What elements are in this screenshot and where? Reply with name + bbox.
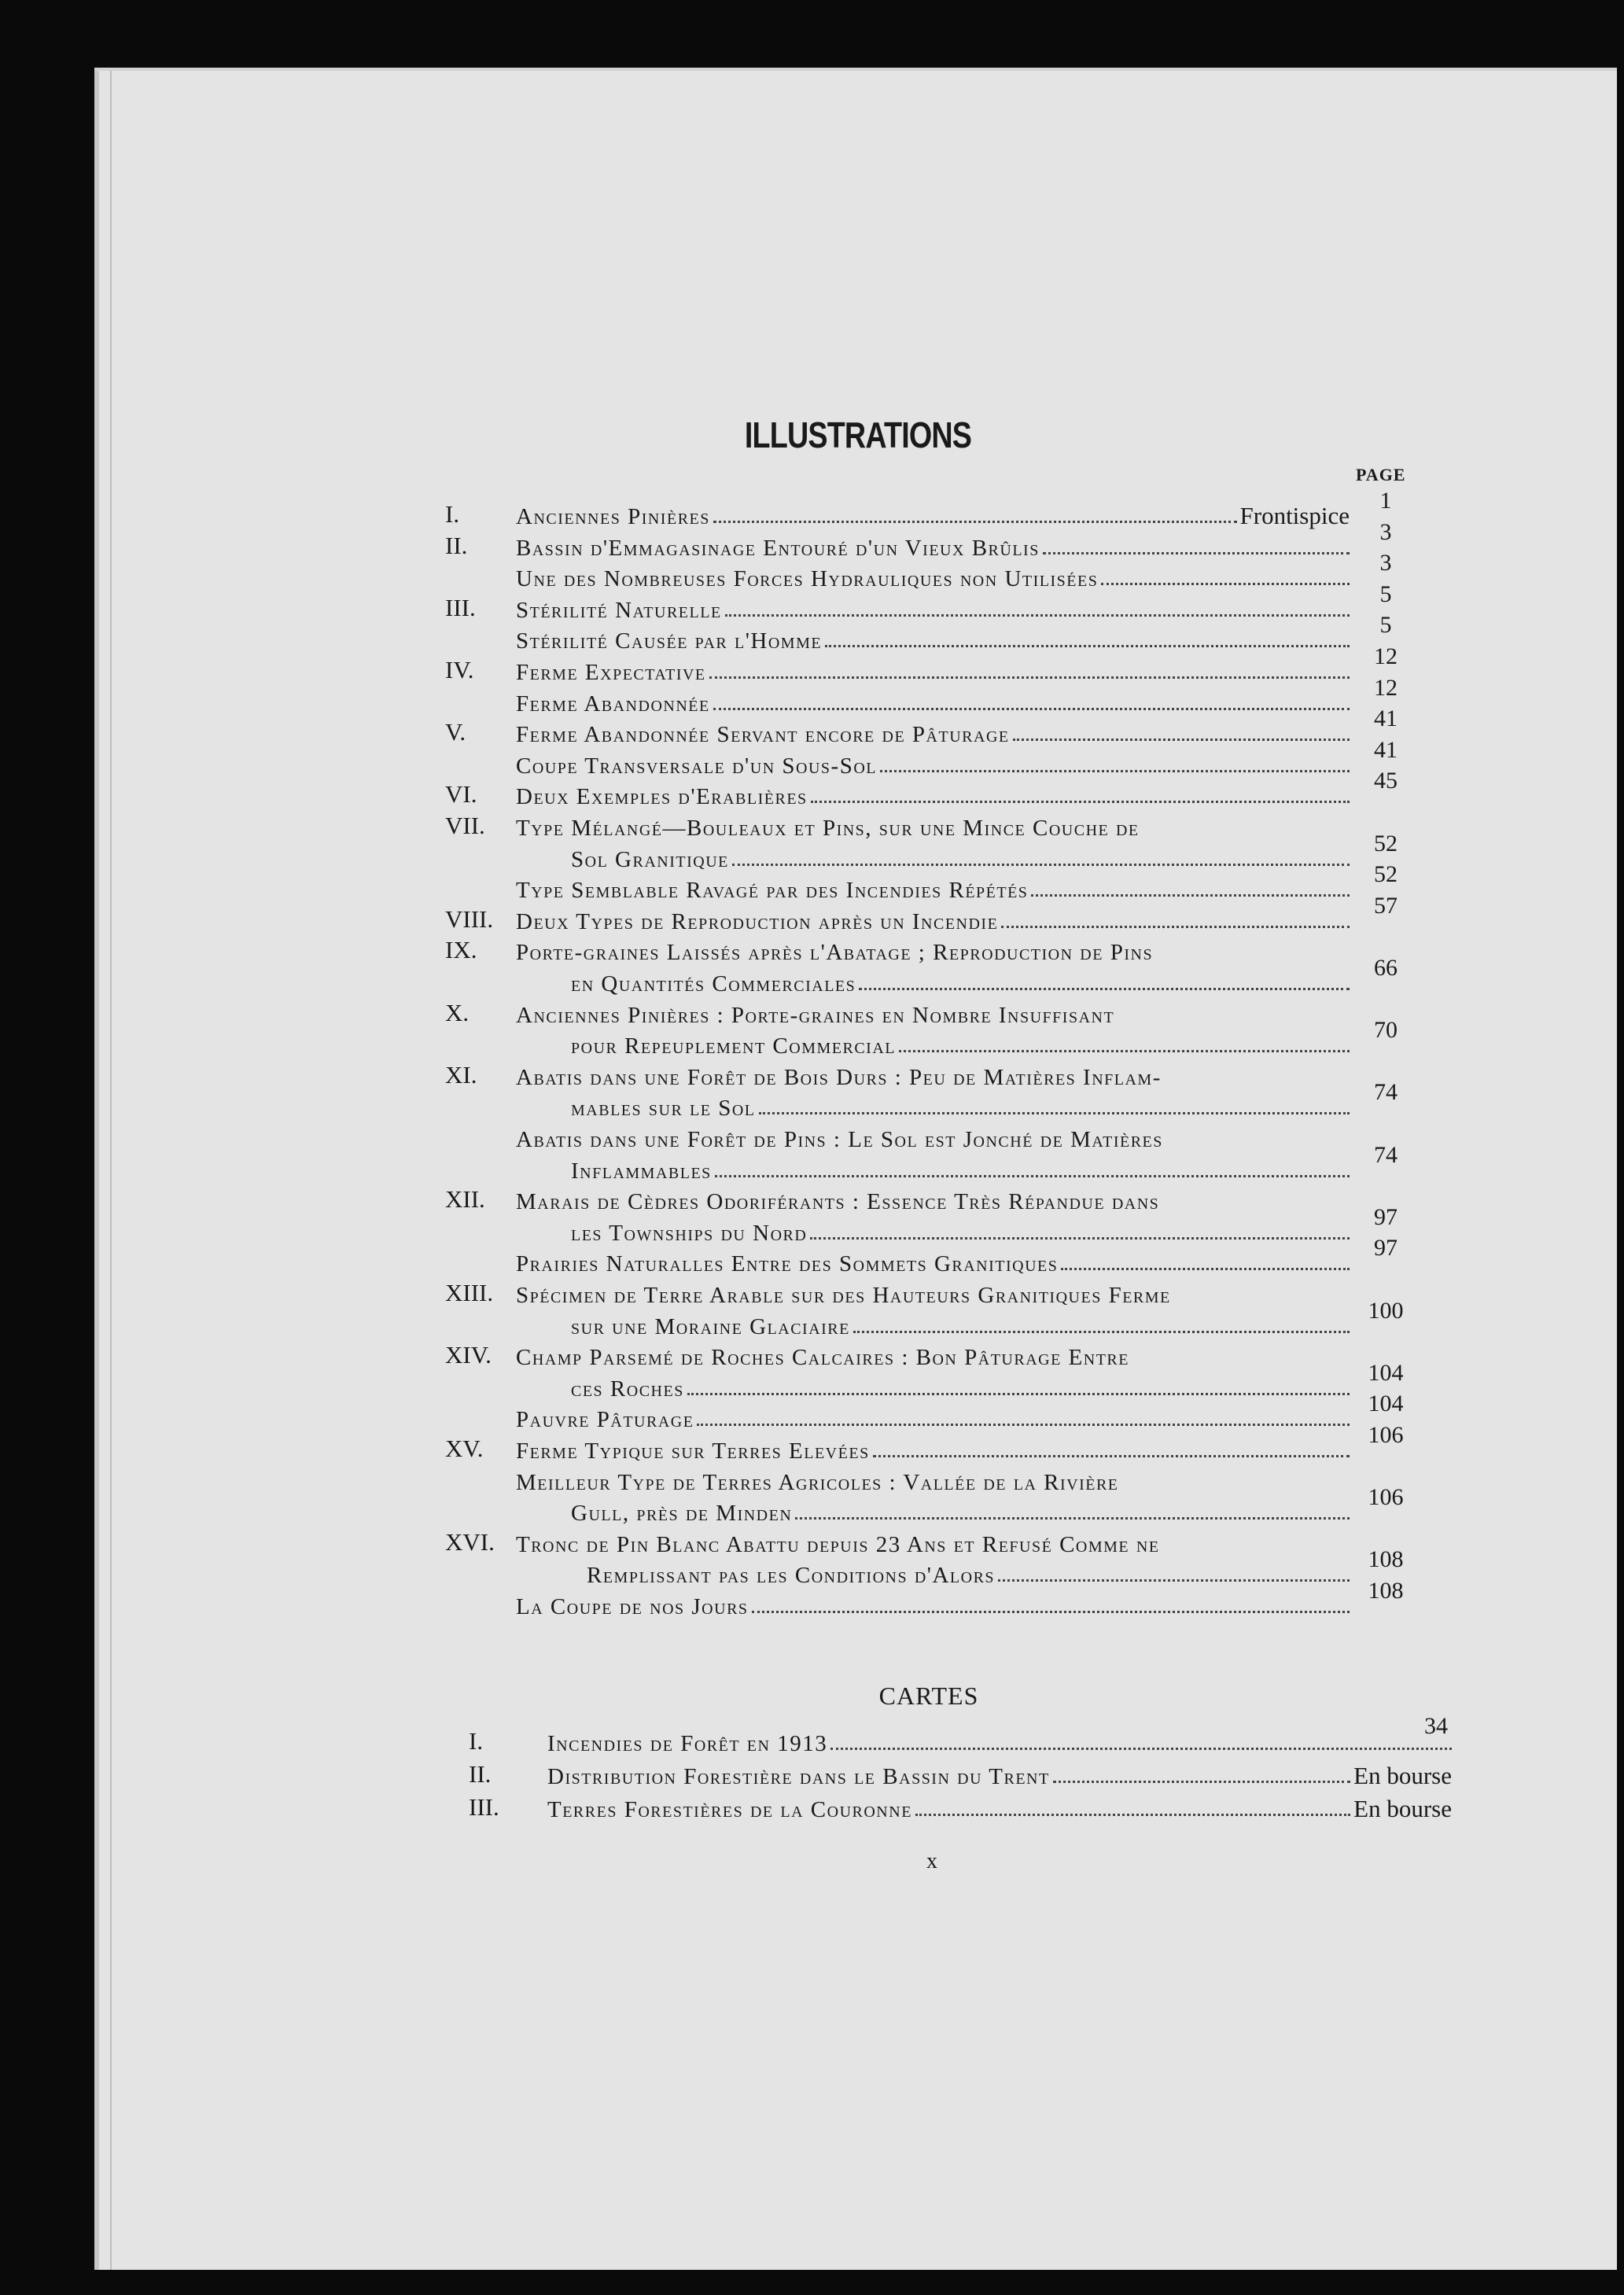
page-number: 3 — [1379, 550, 1392, 577]
entry-number: II. — [469, 1760, 492, 1788]
entry-title: sur une Moraine Glaciaire — [571, 1313, 850, 1339]
dot-leader — [752, 1611, 1350, 1613]
dot-leader — [759, 1112, 1350, 1114]
illustration-entry — [99, 1578, 1617, 1620]
page-number: 3 — [1379, 518, 1392, 545]
entry-title: Deux Types de Reproduction après un Incendie — [516, 908, 999, 934]
entry-number: VII. — [445, 812, 485, 839]
entry-title: Porte-graines Laissés après l'Abatage ; Reproduction de Pins — [516, 940, 1154, 966]
page-number: 5 — [1379, 612, 1392, 639]
illustration-entry — [99, 1017, 1617, 1059]
dot-leader — [873, 1455, 1350, 1457]
page-number: 12 — [1374, 674, 1398, 701]
entry-title: Incendies de Forêt en 1913 — [547, 1731, 828, 1756]
entry-title: Anciennes Pinières — [516, 504, 710, 529]
illustration-entry — [99, 892, 1617, 935]
dot-leader — [697, 1424, 1350, 1426]
dot-leader — [899, 1050, 1350, 1052]
entry-title: Ferme Typique sur Terres Elevées — [516, 1439, 870, 1464]
carte-entry — [99, 1792, 1617, 1823]
entry-title: Abatis dans une Forêt de Bois Durs : Peu de Matières Inflam- — [516, 1064, 1162, 1090]
entry-number: VIII. — [445, 904, 494, 933]
page-number: 106 — [1368, 1484, 1404, 1511]
dot-leader — [811, 801, 1350, 803]
entry-title: Spécimen de Terre Arable sur des Hauteurs Granitiques Ferme — [516, 1283, 1171, 1308]
page-number: 52 — [1374, 861, 1398, 888]
dot-leader — [1001, 926, 1350, 928]
illustration-entry — [99, 1422, 1617, 1464]
entry-title: Ferme Abandonnée Servant encore de Pâturage — [516, 722, 1010, 748]
entry-title: mables sur le Sol — [571, 1096, 756, 1122]
page-number: 104 — [1368, 1391, 1404, 1417]
entry-title: Abatis dans une Forêt de Pins : Le Sol est Jonché de Matières — [516, 1127, 1163, 1152]
dot-leader — [725, 614, 1350, 617]
dot-leader — [859, 988, 1350, 990]
entry-tail: Frontispice — [1239, 502, 1350, 529]
document-page — [94, 68, 1617, 2270]
dot-leader — [732, 864, 1350, 866]
entry-number: III. — [469, 1793, 499, 1821]
cartes-heading: CARTES — [878, 1682, 979, 1710]
entry-title: les Townships du Nord — [571, 1220, 808, 1246]
illustration-entry — [99, 1235, 1617, 1277]
entry-number: IX. — [445, 936, 477, 964]
entry-title: La Coupe de nos Jours — [516, 1594, 749, 1619]
dot-leader — [1031, 894, 1350, 897]
entry-number: X. — [445, 998, 470, 1026]
entry-title: Meilleur Type de Terres Agricoles : Vallée de la Rivière — [516, 1469, 1119, 1495]
entry-title: Bassin d'Emmagasinage Entouré d'un Vieux Brûlis — [516, 535, 1040, 561]
entry-title: Champ Parsemé de Roches Calcaires : Bon Pâturage Entre — [516, 1345, 1129, 1371]
entry-number: I. — [469, 1727, 484, 1755]
entry-title: Pauvre Pâturage — [516, 1407, 694, 1433]
entry-title: Stérilité Causée par l'Homme — [516, 628, 823, 654]
dot-leader — [830, 1748, 1452, 1750]
dot-leader — [1053, 1781, 1350, 1783]
dot-leader — [687, 1393, 1350, 1395]
page-number: 52 — [1374, 830, 1398, 856]
entry-number: II. — [445, 531, 468, 559]
page-number: 108 — [1368, 1546, 1404, 1573]
page-number: 74 — [1374, 1079, 1398, 1106]
page-number: 70 — [1374, 1017, 1398, 1044]
entry-title: Coupe Transversale d'un Sous-Sol — [516, 753, 877, 779]
entry-title: Ferme Expectative — [516, 660, 706, 685]
entry-title: Type Mélangé—Bouleaux et Pins, sur une Mince Couche de — [516, 816, 1140, 841]
entry-title: Prairies Naturalles Entre des Sommets Granitiques — [516, 1251, 1059, 1277]
dot-leader — [825, 645, 1350, 647]
entry-number: IV. — [445, 656, 474, 683]
dot-leader — [1061, 1268, 1350, 1270]
dot-leader — [713, 708, 1350, 710]
entry-title: Gull, près de Minden — [571, 1501, 793, 1527]
page-number: 104 — [1368, 1359, 1404, 1386]
dot-leader — [713, 521, 1237, 523]
page-number: 45 — [1374, 768, 1398, 794]
entry-number: XI. — [445, 1060, 477, 1089]
entry-title: Tronc de Pin Blanc Abattu depuis 23 Ans et Refusé Comme ne — [516, 1531, 1160, 1557]
entry-title: Stérilité Naturelle — [516, 597, 722, 623]
page-column-label: PAGE — [1356, 465, 1406, 484]
entry-number: XVI. — [445, 1527, 495, 1556]
page-number: 97 — [1374, 1203, 1398, 1230]
carte-entry — [99, 1713, 1617, 1757]
entry-tail: En bourse — [1353, 1795, 1452, 1822]
page-number: 97 — [1374, 1235, 1398, 1262]
entry-number: VI. — [445, 780, 477, 809]
dot-leader — [1101, 583, 1350, 585]
entry-title: Anciennes Pinières : Porte-graines en Nombre Insuffisant — [516, 1002, 1115, 1028]
page-number: 108 — [1368, 1578, 1404, 1604]
entry-title: ces Roches — [571, 1376, 684, 1402]
carte-entry — [99, 1759, 1617, 1790]
dot-leader — [880, 770, 1350, 772]
page-number: 5 — [1379, 580, 1392, 607]
page-number: 1 — [1379, 488, 1392, 514]
entry-title: Marais de Cèdres Odoriférants : Essence Très Répandue dans — [516, 1189, 1160, 1215]
dot-leader — [915, 1814, 1350, 1816]
illustration-entry — [99, 1297, 1617, 1340]
entry-title: Deux Exemples d'Erablières — [516, 784, 808, 810]
entry-title: Ferme Abandonnée — [516, 691, 710, 716]
page-number: 106 — [1368, 1422, 1404, 1448]
entry-title: Inflammables — [571, 1158, 712, 1184]
entry-title: pour Repeuplement Commercial — [571, 1033, 896, 1059]
illustration-entry — [99, 1484, 1617, 1527]
page-folio: x — [926, 1849, 937, 1873]
entry-number: I. — [445, 500, 460, 528]
entry-number: XIV. — [445, 1341, 492, 1369]
illustration-entry — [99, 768, 1617, 810]
dot-leader — [998, 1579, 1350, 1582]
entry-title: Sol Granitique — [571, 846, 729, 872]
illustrations-heading: ILLUSTRATIONS — [744, 414, 972, 455]
entry-title: en Quantités Commerciales — [571, 971, 856, 996]
page-number: 41 — [1374, 705, 1398, 732]
illustration-entry — [99, 1141, 1617, 1184]
dot-leader — [795, 1517, 1350, 1520]
page-number: 41 — [1374, 736, 1398, 763]
entry-title: Type Semblable Ravagé par des Incendies Répétés — [516, 878, 1029, 904]
entry-number: XV. — [445, 1435, 484, 1462]
page-number: 34 — [1424, 1713, 1448, 1739]
entry-tail: En bourse — [1353, 1762, 1452, 1789]
page-number: 66 — [1374, 955, 1398, 981]
illustration-entry — [99, 955, 1617, 997]
entry-number: XIII. — [445, 1279, 494, 1306]
dot-leader — [709, 676, 1350, 679]
dot-leader — [715, 1175, 1350, 1177]
entry-number: V. — [445, 718, 466, 746]
entry-title: Remplissant pas les Conditions d'Alors — [587, 1563, 996, 1589]
entry-title: Terres Forestières de la Couronne — [547, 1797, 912, 1822]
dot-leader — [1043, 552, 1350, 554]
illustration-entry — [99, 1079, 1617, 1122]
page-number: 74 — [1374, 1141, 1398, 1168]
entry-title: Distribution Forestière dans le Bassin du Trent — [547, 1764, 1050, 1789]
entry-title: Une des Nombreuses Forces Hydrauliques non Utilisées — [516, 566, 1099, 592]
entry-number: XII. — [445, 1185, 485, 1214]
entry-number: III. — [445, 593, 476, 621]
page-number: 57 — [1374, 892, 1398, 919]
page-number: 12 — [1374, 643, 1398, 669]
dot-leader — [810, 1237, 1350, 1240]
page-number: 100 — [1368, 1297, 1404, 1324]
dot-leader — [1013, 739, 1350, 741]
dot-leader — [853, 1331, 1350, 1333]
